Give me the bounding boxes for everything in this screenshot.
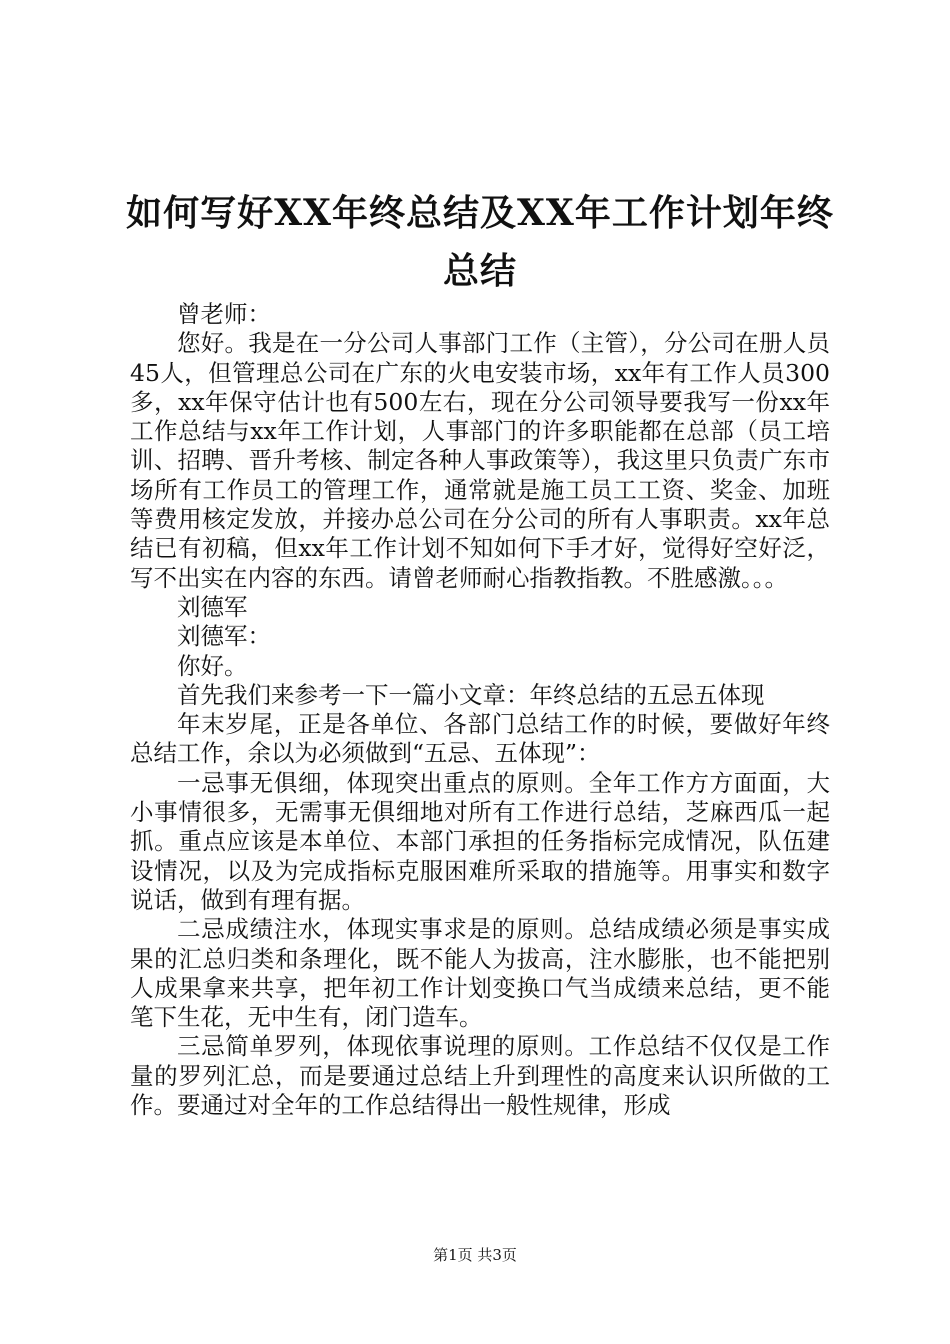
article-paragraph: 一忌事无俱细，体现突出重点的原则。全年工作方方面面，大小事情很多，无需事无俱细地对所有工作进行总结，芝麻西瓜一起抓。重点应该是本单位、本部门承担的任务指标完成情况，队伍建设情况，以及为完成指标克服困难所采取的措施等。用事实和数字说话，做到有理有据。 [130, 768, 830, 914]
article-paragraph: 年末岁尾，正是各单位、各部门总结工作的时候，要做好年终总结工作，余以为必须做到“五忌、五体现”： [130, 710, 830, 768]
reference-intro: 首先我们来参考一下一篇小文章：年终总结的五忌五体现 [177, 680, 765, 709]
article-paragraph: 二忌成绩注水，体现实事求是的原则。总结成绩必须是事实成果的汇总归类和条理化，既不能人为拔高，注水膨胀，也不能把别人成果拿来共享，把年初工作计划变换口气当成绩来总结，更不能笔下生花，无中生有，闭门造车。 [130, 915, 830, 1032]
reply-salutation: 刘德军： [177, 622, 271, 651]
article-paragraph: 三忌简单罗列，体现依事说理的原则。工作总结不仅仅是工作量的罗列汇总，而是要通过总结上升到理性的高度来认识所做的工作。要通过对全年的工作总结得出一般性规律，形成 [130, 1032, 830, 1120]
salutation: 曾老师： [177, 300, 271, 328]
page-number: 第1页 共3页 [433, 1246, 517, 1264]
document-title: 如何写好XX年终总结及XX年工作计划年终总结 [126, 192, 834, 292]
letter-paragraph: 您好。我是在一分公司人事部门工作（主管），分公司在册人员45人，但管理总公司在广东的火电安装市场，xx年有工作人员300多，xx年保守估计也有500左右，现在分公司领导要我写一份xx年工作总结与xx年工作计划，人事部门的许多职能都在总部（员工培训、招聘、晋升考核、制定各种人事政策等），我这里只负责广东市场所有工作员工的管理工作，通常就是施工员工工资、奖金、加班等费用核定发放，并接办总公司在分公司的所有人事职责。xx年总结已有初稿，但xx年工作计划不知如何下手才好，觉得好空好泛，写不出实在内容的东西。请曾老师耐心指教指教。不胜感激。。。 [130, 329, 830, 592]
greeting: 你好。 [177, 651, 248, 680]
document-body [130, 300, 830, 1120]
signature: 刘德军 [177, 592, 248, 621]
